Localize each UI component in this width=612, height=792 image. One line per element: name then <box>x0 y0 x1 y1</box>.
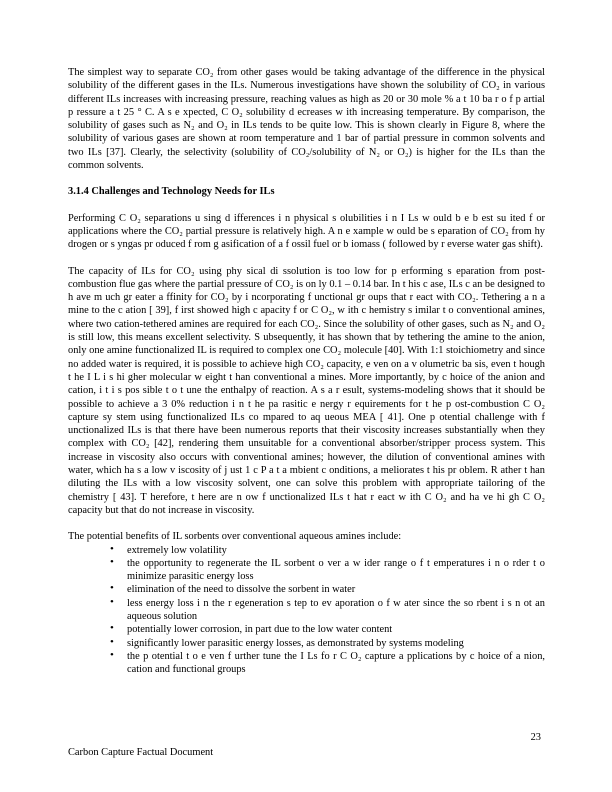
benefit-item <box>110 555 545 584</box>
bullet-icon: • <box>110 582 114 595</box>
benefit-item <box>110 595 545 624</box>
benefits-list <box>68 544 545 677</box>
footer-document-title: Carbon Capture Factual Document <box>68 747 214 758</box>
bullet-icon: • <box>110 648 114 661</box>
benefit-item-text: the opportunity to regenerate the IL sorbent o ver a w ider range o f t emperatures i n o rder t o minimize parasitic energy loss <box>127 557 545 583</box>
bullet-icon: • <box>110 595 114 608</box>
page-number: 23 <box>530 732 541 743</box>
benefit-item-text: elimination of the need to dissolve the sorbent in water <box>127 584 356 596</box>
bullet-icon: • <box>110 555 114 568</box>
bullet-icon: • <box>110 622 114 635</box>
benefit-item-text: significantly lower parasitic energy losses, as demonstrated by systems modeling <box>127 637 464 649</box>
bullet-icon: • <box>110 635 114 648</box>
benefit-item <box>110 635 545 650</box>
benefit-item-text: the p otential t o e ven f urther tune the I Ls fo r C O₂ capture a pplications by c hoice of a nion, cation and functional groups <box>127 650 545 676</box>
benefit-item-text: less energy loss i n the r egeneration s tep to ev aporation o f w ater since the so rbent i s n ot an aqueous solution <box>127 597 545 622</box>
benefit-item-text: extremely low volatility <box>127 544 227 556</box>
benefit-item-text: potentially lower corrosion, in part due to the low water content <box>127 624 393 636</box>
paragraph-co2-solubility: The simplest way to separate CO₂ from other gases would be taking advantage of the difference in the physical solubility of the different gases in the ILs. Numerous investigations have shown the solubility of CO₂ in various different ILs increases with increasing pressure, reaching values as high as 20 or 30 mole % a t 10 ba r o f p artial p ressure a t 25 ° C. A s e xpected, C O₂ solubility d ecreases w ith increasing temperature. By comparison, the solubility of gases such as N₂ and O₂ in ILs tends to be quite low. This is shown clearly in Figure 8, where the solubility of various gases are shown at room temperature and 1 bar of partial pressure in common solvents and two ILs [37]. Clearly, the selectivity (solubility of CO₂/solubility of N₂ or O₂) is higher for the ILs than the common solvents. <box>68 67 545 172</box>
benefit-item <box>110 622 545 636</box>
benefit-item <box>110 648 545 677</box>
paragraph-il-separations: Performing C O₂ separations u sing d ifferences i n physical s olubilities i n I Ls w ould b e b est su ited f or applications where the CO₂ partial pressure is relatively high. A n e xample w ould be s eparation of CO₂ from hy drogen or s yngas pr oduced f rom g asification of a f ossil fuel or b iomass ( followed by r everse water gas shift). <box>68 212 545 251</box>
benefits-intro: The potential benefits of IL sorbents over conventional aqueous amines include: <box>68 531 402 543</box>
benefit-item <box>110 542 545 557</box>
paragraph-il-capacity: The capacity of ILs for CO₂ using phy sical di ssolution is too low for p erforming s eparation from post-combustion flue gas where the partial pressure of CO₂ is on ly 0.1 – 0.14 bar. In t his c ase, ILs c an be designed to h ave m uch gr eater a ffinity for CO₂ by i ncorporating f unctional gr oups that r eact with CO₂. Tethering a n a mine to the c ation [ 39], f irst showed high c apacity f or C O₂, w ith c hemistry s imilar t o conventional amines, where two cation-tethered amines are required for each CO₂. Since the solubility of other gases, such as N₂ and O₂ is still low, this means excellent selectivity. S ubsequently, it has shown that by tethering the amine to the anion, only one amine functionalized IL is required to complex one CO₂ molecule [40]. With 1:1 stoichiometry and since no added water is required, it is possible to achieve high CO₂ capacity, e ven on a v olumetric ba sis, even t hough t he I L i s hi gher molecular w eight t han conventional a mines. More importantly, by c hoice of the anion and cation, i t i s pos sible t o t une the enthalpy of reaction. A s a r esult, systems-modeling shows that it should be possible to achieve a 3 0% reduction i n t he pa rasitic e nergy r equirements for t he p ost-combustion C O₂ capture sy stem using functionalized ILs co mpared to aq ueous MEA [ 41]. One p otential challenge with f unctionalized ILs is that there have been numerous reports that their viscosity increases substantially when they complex with CO₂ [42], rendering them unsuitable for a conventional absorber/stripper process system. This increase in viscosity also occurs with conventional amines; however, the dilution of conventional amines with water, which ha s a low v iscosity of j ust 1 c P a t a mbient c onditions, a meliorates t his pr oblem. R ather t han diluting the ILs with a low viscosity solvent, one can solve this problem with appropriate tailoring of the chemistry [ 43]. T herefore, t here are n ow f unctionalized ILs t hat r eact w ith C O₂ and ha ve hi gh C O₂ capacity but that do not increase in viscosity. <box>68 265 545 516</box>
bullet-icon: • <box>110 542 114 555</box>
page-body <box>68 66 545 676</box>
section-heading: 3.1.4 Challenges and Technology Needs for ILs <box>68 186 275 198</box>
benefit-item <box>110 582 545 596</box>
